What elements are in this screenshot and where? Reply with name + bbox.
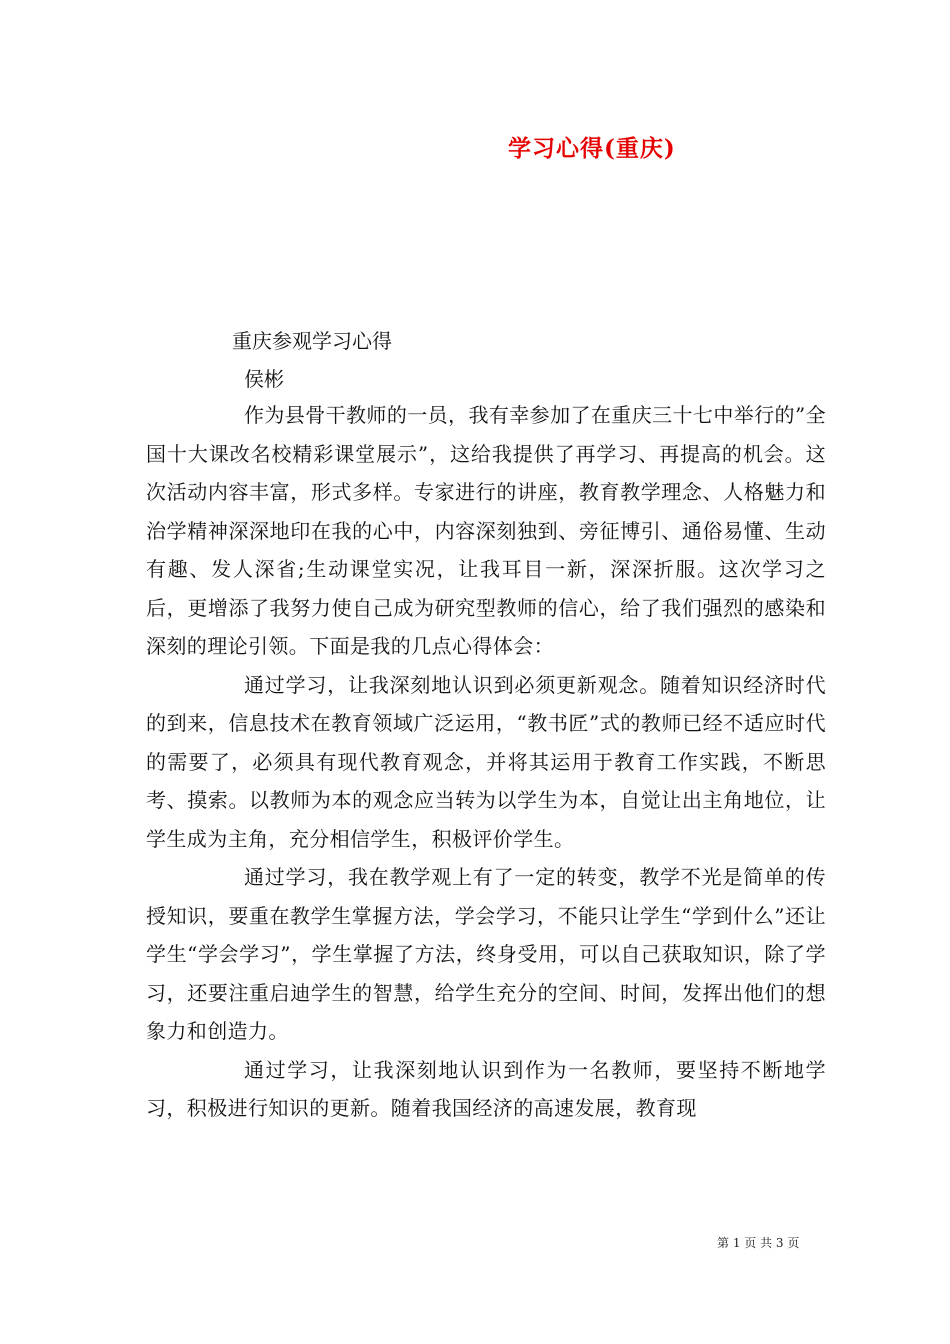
paragraph-continuous-learning: 通过学习，让我深刻地认识到作为一名教师，要坚持不断地学习，积极进行知识的更新。随着我国经济的高速发展，教育现 [146,1057,826,1120]
paragraph-intro: 作为县骨干教师的一员，我有幸参加了在重庆三十七中举行的”全国十大课改名校精彩课堂展示”，这给我提供了再学习、再提高的机会。这次活动内容丰富，形式多样。专家进行的讲座，教育教学理念、人格魅力和治学精神深深地印在我的心中，内容深刻独到、旁征博引、通俗易懂、生动有趣、发人深省;生动课堂实况，让我耳目一新，深深折服。这次学习之后，更增添了我努力使自己成为研究型教师的信心，给了我们强烈的感染和深刻的理论引领。下面是我的几点心得体会： [146,403,826,658]
author-name: 侯彬 [244,367,284,391]
document-title: 学习心得(重庆) [508,135,676,162]
document-body [146,396,826,1128]
paragraph-teaching-view: 通过学习，我在教学观上有了一定的转变，教学不光是简单的传授知识，要重在教学生掌握方法，学会学习，不能只让学生“学到什么”还让学生“学会学习”，学生掌握了方法，终身受用，可以自己获取知识，除了学习，还要注重启迪学生的智慧，给学生充分的空间、时间，发挥出他们的想象力和创造力。 [146,865,826,1043]
page-number-footer: 第 1 页 共 3 页 [717,1236,800,1250]
document-subtitle: 重庆参观学习心得 [232,329,392,353]
paragraph-update-concepts: 通过学习，让我深刻地认识到必须更新观念。随着知识经济时代的到来，信息技术在教育领域广泛运用，“教书匠”式的教师已经不适应时代的需要了，必须具有现代教育观念，并将其运用于教育工作实践，不断思考、摸索。以教师为本的观念应当转为以学生为本，自觉让出主角地位，让学生成为主角，充分相信学生，积极评价学生。 [146,672,826,851]
